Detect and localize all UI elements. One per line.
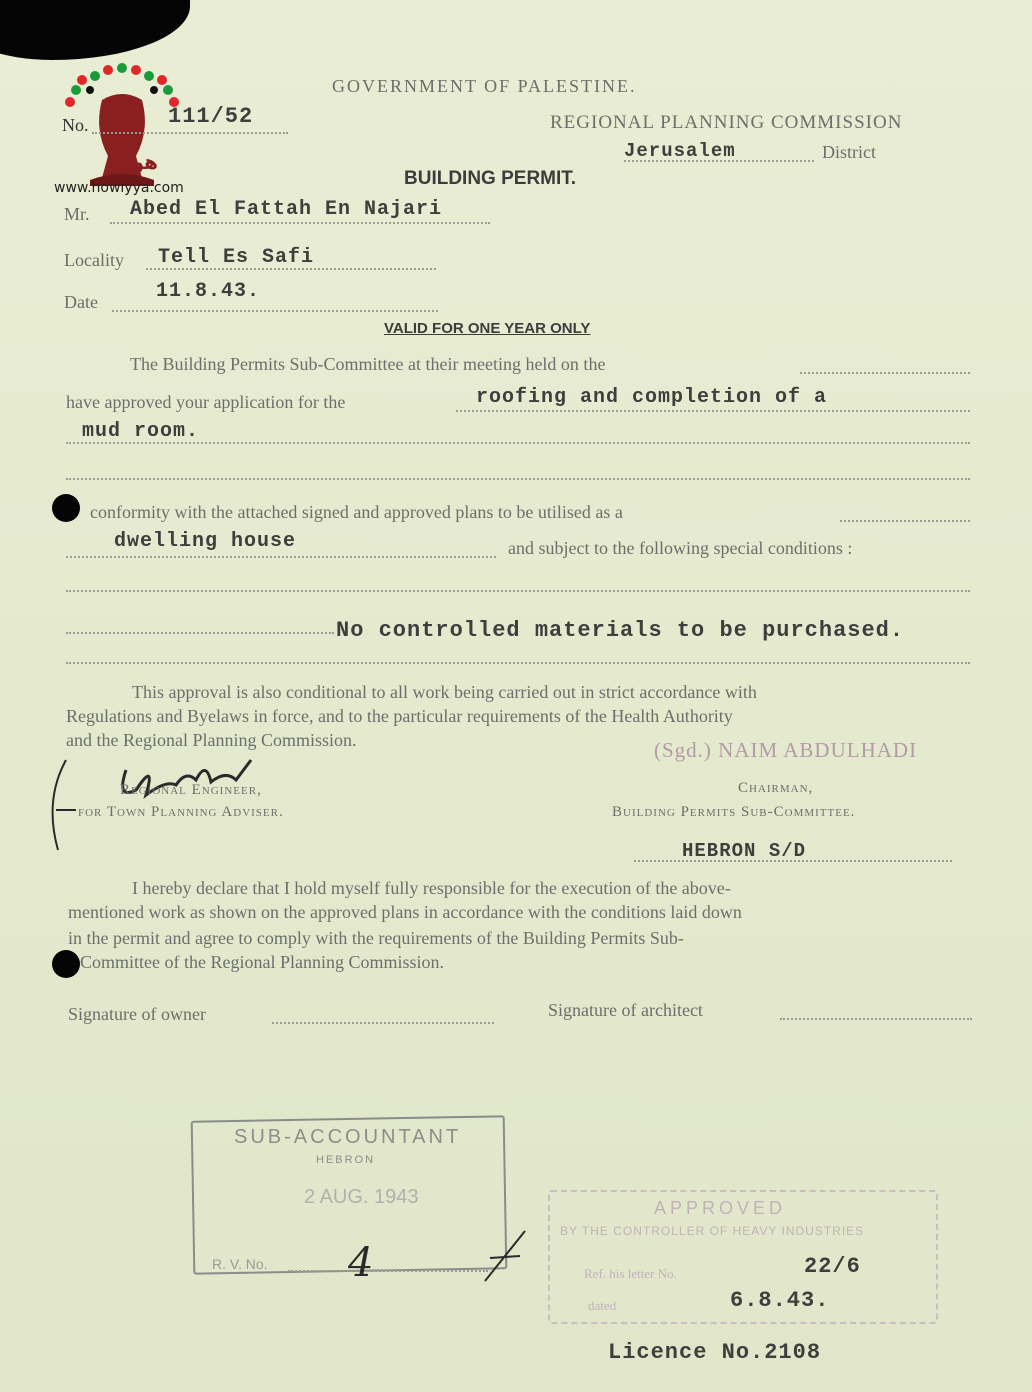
locality-value: Tell Es Safi: [158, 246, 315, 269]
district-dots: [624, 160, 814, 162]
owner-signature-dots: [272, 1022, 494, 1024]
number-dots: [92, 132, 288, 134]
owner-dots: [110, 222, 490, 224]
meeting-text: The Building Permits Sub-Committee at their meeting held on the: [130, 354, 606, 374]
corner-shadow: [0, 0, 190, 60]
owner-signature-label: Signature of owner: [68, 1004, 206, 1024]
approved-ref-label: Ref. his letter No.: [584, 1266, 677, 1281]
number-label: No.: [62, 115, 89, 135]
work-description-1: roofing and completion of a: [476, 386, 828, 409]
work-description-2: mud room.: [82, 420, 200, 443]
stamp-rv-value: 4: [348, 1240, 374, 1286]
locality-dots: [146, 268, 436, 270]
declaration-line-2: mentioned work as shown on the approved plans in accordance with the conditions laid down: [68, 902, 742, 922]
approved-by: BY THE CONTROLLER OF HEAVY INDUSTRIES: [560, 1224, 865, 1238]
date-value: 11.8.43.: [156, 280, 261, 303]
stamp-accountant-title: SUB-ACCOUNTANT: [234, 1126, 462, 1148]
watermark-site: www.howiyya.com: [54, 180, 184, 196]
declaration-line-3: in the permit and agree to comply with the requirements of the Building Permits Sub-: [68, 928, 684, 948]
commission-heading: REGIONAL PLANNING COMMISSION: [550, 112, 903, 133]
conformity-dots: [840, 520, 970, 522]
conformity-text: conformity with the attached signed and approved plans to be utilised as a: [90, 502, 623, 522]
stamp-rv-dots: [288, 1270, 488, 1272]
work-dots-3: [66, 478, 970, 480]
mr-label: Mr.: [64, 204, 90, 224]
conditions-dots-1: [66, 590, 970, 592]
district-label: District: [822, 142, 876, 162]
conditions-text: and subject to the following special conditions :: [508, 538, 853, 558]
approval-line-2: Regulations and Byelaws in force, and to the particular requirements of the Health Authority: [66, 706, 733, 726]
approved-date-label: dated: [588, 1298, 617, 1313]
logo-arabic-text: هوية: [112, 150, 159, 174]
declaration-line-4: Committee of the Regional Planning Commission.: [80, 952, 444, 972]
date-dots: [112, 310, 438, 312]
engineer-title: Regional Engineer,: [120, 782, 262, 798]
conditions-dots-2: [66, 632, 334, 634]
use-dots: [66, 556, 496, 558]
declaration-line-1: I hereby declare that I hold myself fully responsible for the execution of the above-: [132, 878, 731, 898]
stamp-accountant-place: HEBRON: [316, 1154, 376, 1166]
work-dots-2: [66, 442, 970, 444]
committee-title: Building Permits Sub-Committee.: [612, 804, 856, 820]
conditions-dots-3: [66, 662, 970, 664]
approval-line-1: This approval is also conditional to all work being carried out in strict accordance with: [132, 682, 757, 702]
engineer-signature: [36, 740, 276, 860]
approval-line-3: and the Regional Planning Commission.: [66, 730, 357, 750]
permit-number: 111/52: [168, 104, 254, 129]
signed-name: (Sgd.) NAIM ABDULHADI: [654, 738, 918, 762]
stamp-slash: [480, 1226, 530, 1286]
stamp-rv-label: R. V. No.: [212, 1256, 268, 1272]
licence-number: Licence No.2108: [608, 1340, 822, 1365]
approved-ref-value: 22/6: [804, 1254, 861, 1279]
architect-signature-label: Signature of architect: [548, 1000, 703, 1020]
meeting-dots: [800, 372, 970, 374]
location-dots: [634, 860, 952, 862]
special-condition: No controlled materials to be purchased.: [336, 618, 905, 643]
valid-notice: VALID FOR ONE YEAR ONLY: [384, 320, 591, 337]
date-label: Date: [64, 292, 98, 312]
approved-date-value: 6.8.43.: [730, 1288, 830, 1313]
government-heading: GOVERNMENT OF PALESTINE.: [332, 76, 637, 96]
architect-signature-dots: [780, 1018, 972, 1020]
approved-text: have approved your application for the: [66, 392, 346, 412]
permit-title: BUILDING PERMIT.: [404, 168, 577, 189]
stamp-accountant-date: 2 AUG. 1943: [304, 1186, 419, 1208]
location-value: HEBRON S/D: [682, 840, 807, 862]
punch-hole-bottom: [52, 950, 80, 978]
chairman-title: Chairman,: [738, 780, 814, 796]
locality-label: Locality: [64, 250, 124, 270]
work-dots-1: [456, 410, 970, 412]
district-value: Jerusalem: [624, 140, 736, 162]
owner-name: Abed El Fattah En Najari: [130, 198, 443, 221]
approved-title: APPROVED: [654, 1198, 787, 1218]
adviser-title: for Town Planning Adviser.: [78, 804, 284, 820]
use-value: dwelling house: [114, 530, 297, 553]
punch-hole-top: [52, 494, 80, 522]
